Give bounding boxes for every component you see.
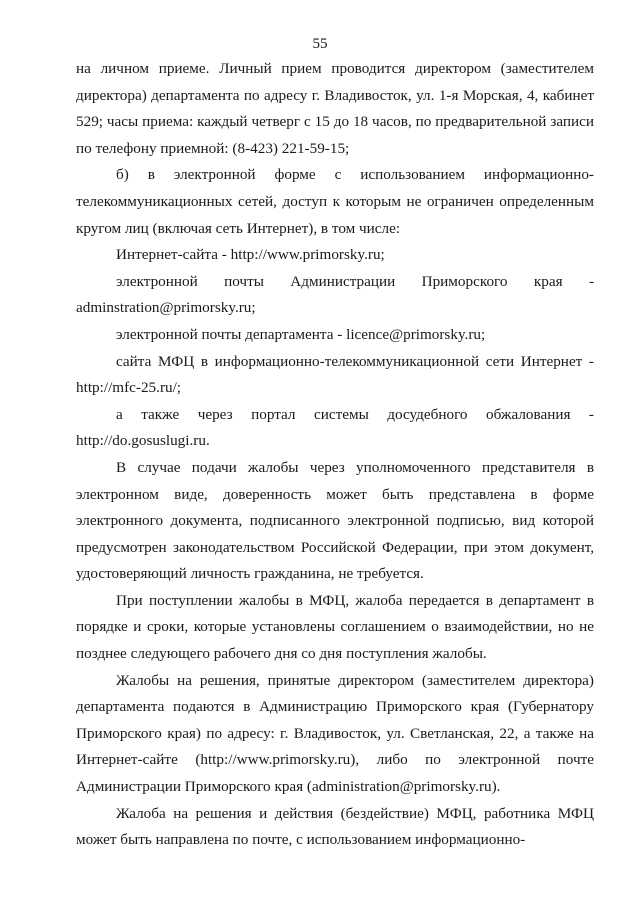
paragraph-appeal-portal: а также через портал системы досудебного обжалования - http://do.gosuslugi.ru.: [76, 405, 594, 450]
paragraph-mfc-receipt: При поступлении жалобы в МФЦ, жалоба передается в департамент в порядке и сроки, которые установлены соглашением о взаимодействии, но не позднее следующего рабочего дня со дня поступления жалобы.: [76, 591, 594, 663]
page-number: 55: [312, 36, 328, 52]
paragraph-representative: В случае подачи жалобы через уполномоченного представителя в электронном виде, доверенность может быть представлена в форме электронного документа, подписанного электронной подписью, вид которой предусмотрен законодательством Российской Федерации, при этом документ, удостоверяющий личность гражданина, не требуется.: [76, 458, 594, 583]
paragraph-admin-email: электронной почты Администрации Приморского края - adminstration@primorsky.ru;: [76, 272, 594, 317]
paragraph-personal-reception: на личном приеме. Личный прием проводится директором (заместителем директора) департамента по адресу г. Владивосток, ул. 1-я Морская, 4, кабинет 529; часы приема: каждый четверг с 15 до 18 часов, по предварительной записи по телефону приемной: (8-423) 221-59-15;: [76, 60, 594, 157]
paragraph-department-email: электронной почты департамента - licence@primorsky.ru;: [116, 325, 486, 343]
document-body: [76, 56, 594, 854]
paragraph-electronic-form: б) в электронной форме с использованием информационно-телекоммуникационных сетей, доступ к которым не ограничен определенным кругом лиц (включая сеть Интернет), в том числе:: [76, 166, 594, 237]
paragraph-mfc-site: сайта МФЦ в информационно-телекоммуникационной сети Интернет - http://mfc-25.ru/;: [76, 352, 594, 397]
paragraph-website: Интернет-сайта - http://www.primorsky.ru;: [116, 246, 385, 264]
paragraph-mfc-complaint: Жалоба на решения и действия (бездействие) МФЦ, работника МФЦ может быть направлена по почте, с использованием информационно-: [76, 804, 594, 849]
paragraph-director-decisions: Жалобы на решения, принятые директором (заместителем директора) департамента подаются в Администрацию Приморского края (Губернатору Приморского края) по адресу: г. Владивосток, ул. Светланская, 22, а также на Интернет-сайте (http://www.primorsky.ru), либо по электронной почте Администрации Приморского края (administration@primorsky.ru).: [76, 671, 594, 796]
